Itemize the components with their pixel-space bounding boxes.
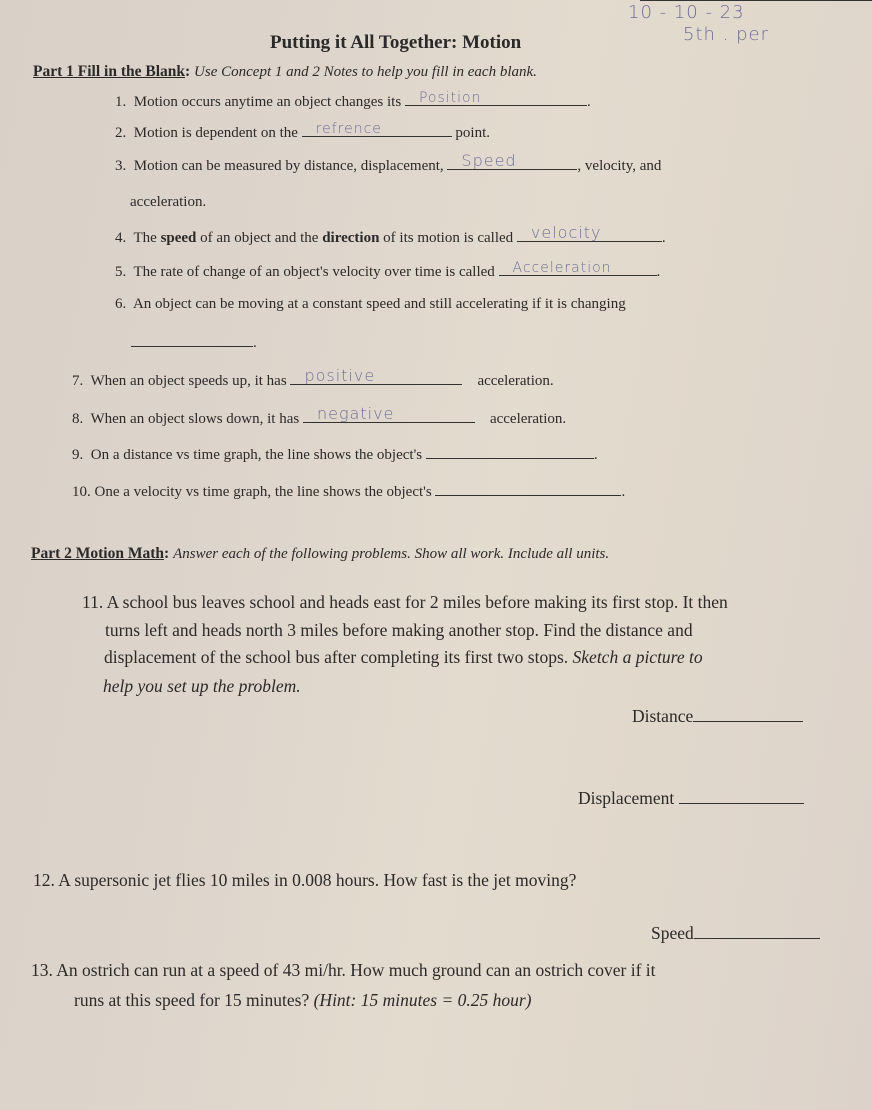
handwritten-date: 10 - 10 - 23: [628, 2, 745, 23]
part1-heading: Part 1 Fill in the Blank: Use Concept 1 and 2 Notes to help you fill in each blank.: [33, 63, 537, 80]
displacement-label: Displacement: [578, 788, 675, 808]
displacement-blank[interactable]: [679, 789, 804, 804]
question-11-line-4: help you set up the problem.: [103, 676, 301, 696]
answer-blank-1[interactable]: Position: [405, 91, 587, 106]
distance-field: [632, 706, 803, 727]
question-10: 10. One a velocity vs time graph, the line shows the object's .: [72, 481, 625, 501]
question-9: 9. On a distance vs time graph, the line shows the object's .: [72, 444, 598, 464]
distance-blank[interactable]: [693, 707, 803, 722]
question-11-line-2: turns left and heads north 3 miles before making another stop. Find the distance and: [105, 620, 693, 640]
question-2: 2. Motion is dependent on the refrence point.: [115, 121, 490, 141]
answer-blank-9[interactable]: [426, 444, 594, 459]
question-8: 8. When an object slows down, it has negative acceleration.: [72, 404, 567, 427]
speed-label: Speed: [651, 923, 694, 943]
question-1: 1. Motion occurs anytime an object changes its Position .: [115, 90, 591, 110]
answer-blank-7[interactable]: positive: [290, 370, 462, 385]
question-7: 7. When an object speeds up, it has positive acceleration.: [72, 366, 554, 389]
question-13-line-2: runs at this speed for 15 minutes? (Hint: 15 minutes = 0.25 hour): [74, 990, 532, 1010]
question-13-line-1: 13. An ostrich can run at a speed of 43 mi/hr. How much ground can an ostrich cover if it: [31, 960, 656, 980]
part2-heading-label: Part 2 Motion Math: [31, 545, 165, 562]
question-5: 5. The rate of change of an object's velocity over time is called Acceleration .: [115, 260, 661, 280]
answer-blank-5[interactable]: Acceleration: [499, 261, 657, 276]
answer-blank-10[interactable]: [435, 481, 621, 496]
question-6: 6. An object can be moving at a constant speed and still accelerating if it is changing: [115, 296, 626, 312]
question-3-continued: acceleration.: [130, 194, 207, 210]
answer-blank-4[interactable]: velocity: [517, 227, 662, 242]
speed-blank[interactable]: [694, 924, 820, 939]
question-6-continued: .: [131, 332, 257, 352]
handwritten-period: 5th . per: [683, 24, 769, 45]
part2-heading: Part 2 Motion Math: Answer each of the following problems. Show all work. Include all units.: [31, 545, 610, 562]
question-4: 4. The speed of an object and the direction of its motion is called velocity .: [115, 223, 666, 246]
distance-label: Distance: [632, 706, 694, 726]
answer-blank-6[interactable]: [131, 332, 253, 347]
question-12: 12. A supersonic jet flies 10 miles in 0.008 hours. How fast is the jet moving?: [33, 870, 577, 890]
displacement-field: [578, 788, 804, 809]
part1-instructions: Use Concept 1 and 2 Notes to help you fill in each blank.: [194, 64, 537, 80]
top-edge-line: [640, 0, 872, 1]
part1-heading-label: Part 1 Fill in the Blank: [33, 63, 185, 80]
question-11-line-1: 11. A school bus leaves school and heads east for 2 miles before making its first stop. It then: [82, 592, 728, 612]
answer-blank-8[interactable]: negative: [303, 408, 475, 423]
question-11-line-3: displacement of the school bus after completing its first two stops. Sketch a picture to: [104, 647, 703, 667]
speed-field: [651, 923, 820, 944]
part2-instructions: Answer each of the following problems. Show all work. Include all units.: [173, 546, 610, 562]
answer-blank-2[interactable]: refrence: [302, 122, 452, 137]
question-3: 3. Motion can be measured by distance, displacement, Speed , velocity, and: [115, 151, 662, 174]
answer-blank-3[interactable]: Speed: [447, 155, 577, 170]
page-title: Putting it All Together: Motion: [270, 32, 522, 53]
